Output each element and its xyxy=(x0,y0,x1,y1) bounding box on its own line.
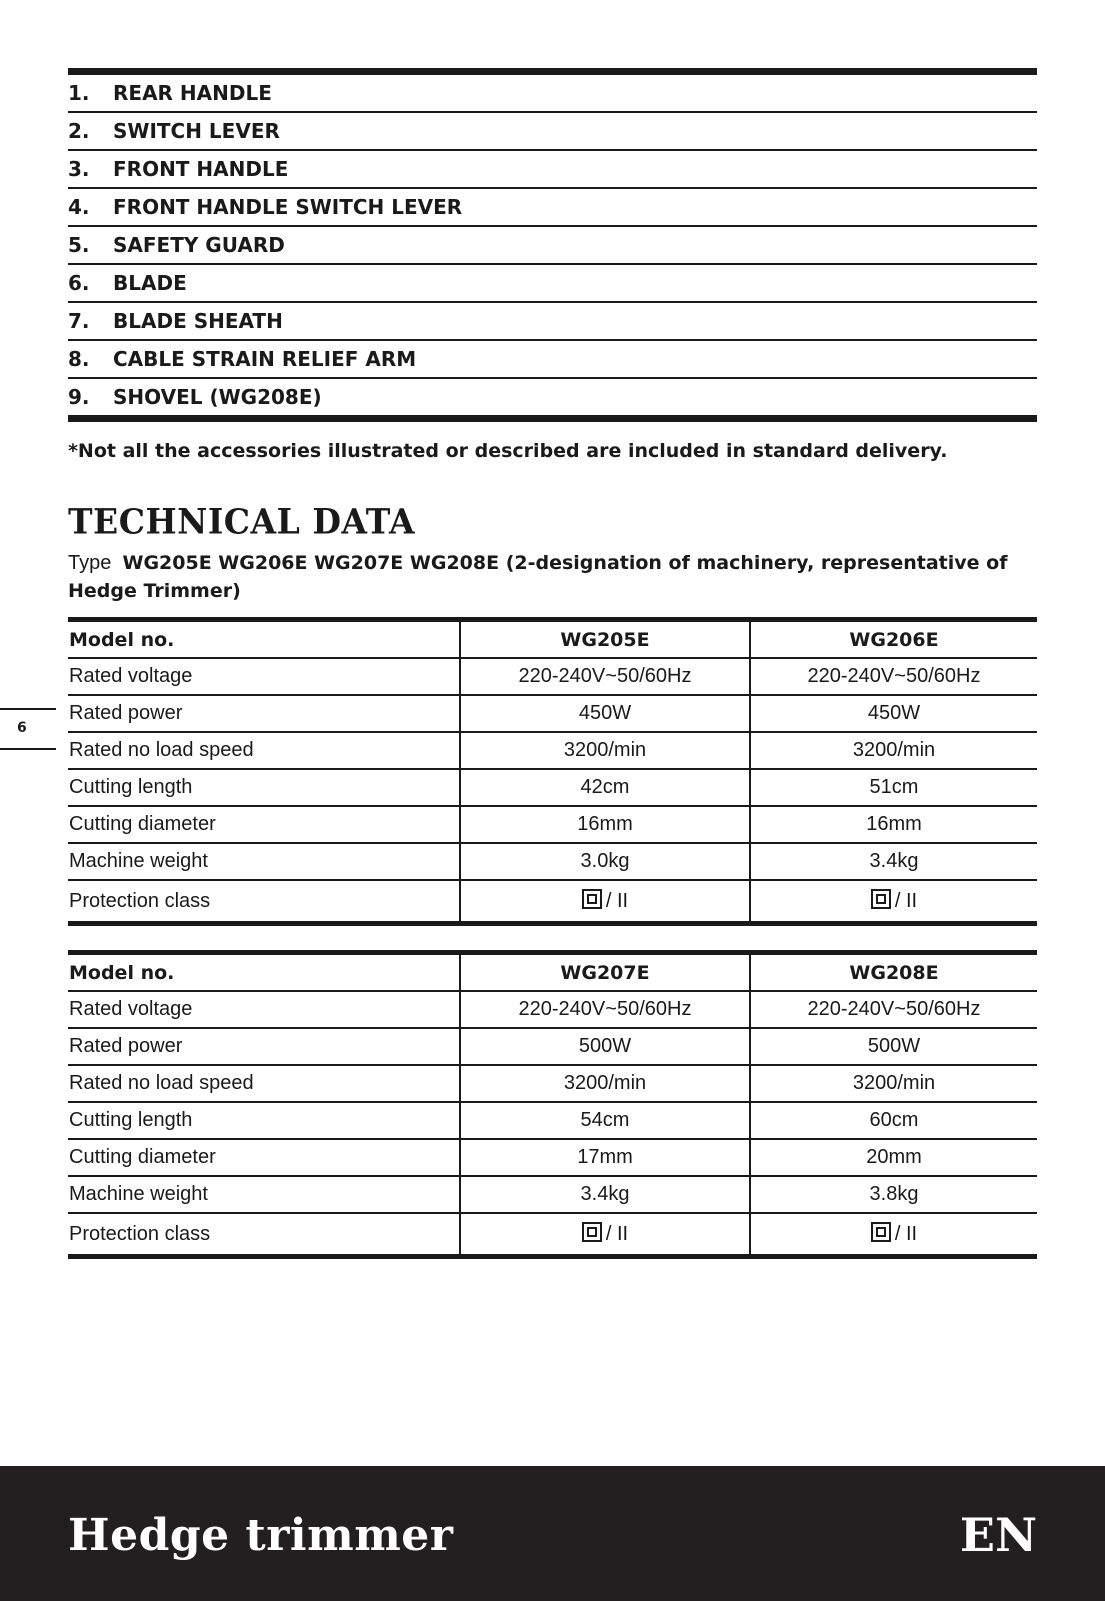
spec-value: 220-240V~50/60Hz xyxy=(750,991,1037,1028)
spec-label: Cutting length xyxy=(68,769,460,806)
table-row xyxy=(68,658,1037,695)
type-line xyxy=(68,549,1037,605)
type-value: WG205E WG206E WG207E WG208E (2-designation of machinery, representative of Hedge Trimmer) xyxy=(68,552,1008,602)
part-number: 6. xyxy=(68,271,90,295)
header-cell: WG205E xyxy=(460,620,750,659)
footer-language: EN xyxy=(959,1508,1037,1562)
part-number: 3. xyxy=(68,157,90,181)
spec-label: Rated no load speed xyxy=(68,732,460,769)
spec-value: 3200/min xyxy=(750,732,1037,769)
spec-label: Rated power xyxy=(68,1028,460,1065)
spec-value: 17mm xyxy=(460,1139,750,1176)
spec-value: 500W xyxy=(460,1028,750,1065)
part-item xyxy=(68,341,1037,379)
spec-value: 220-240V~50/60Hz xyxy=(460,991,750,1028)
header-cell: WG208E xyxy=(750,953,1037,992)
double-insulation-icon xyxy=(582,1222,602,1242)
divider xyxy=(0,748,56,750)
double-insulation-icon xyxy=(871,889,891,909)
table-header-row xyxy=(68,620,1037,659)
spec-label: Cutting length xyxy=(68,1102,460,1139)
double-insulation-icon xyxy=(871,1222,891,1242)
part-label: BLADE xyxy=(113,271,187,295)
spec-label: Cutting diameter xyxy=(68,1139,460,1176)
double-insulation-icon xyxy=(582,889,602,909)
spec-table-2 xyxy=(68,950,1037,1259)
parts-list xyxy=(68,68,1037,422)
table-header-row xyxy=(68,953,1037,992)
spec-value: 16mm xyxy=(460,806,750,843)
part-item xyxy=(68,113,1037,151)
table-row xyxy=(68,1065,1037,1102)
part-label: REAR HANDLE xyxy=(113,81,272,105)
spec-value: 3.8kg xyxy=(750,1176,1037,1213)
part-item xyxy=(68,75,1037,113)
spec-table-1 xyxy=(68,617,1037,926)
spec-label: Rated no load speed xyxy=(68,1065,460,1102)
part-item xyxy=(68,151,1037,189)
part-item xyxy=(68,379,1037,415)
accessories-note: *Not all the accessories illustrated or described are included in standard delivery. xyxy=(68,440,948,462)
spec-label: Machine weight xyxy=(68,1176,460,1213)
spec-value: / II xyxy=(605,1223,629,1245)
part-number: 1. xyxy=(68,81,90,105)
part-label: FRONT HANDLE SWITCH LEVER xyxy=(113,195,463,219)
spec-value: 450W xyxy=(460,695,750,732)
divider xyxy=(0,708,56,710)
page-number: 6 xyxy=(17,720,27,736)
spec-label: Rated voltage xyxy=(68,991,460,1028)
table-row xyxy=(68,732,1037,769)
spec-label: Rated voltage xyxy=(68,658,460,695)
table-row xyxy=(68,806,1037,843)
page-marker xyxy=(0,708,56,750)
spec-value: 3200/min xyxy=(460,732,750,769)
spec-value: 20mm xyxy=(750,1139,1037,1176)
part-number: 4. xyxy=(68,195,90,219)
spec-value: 51cm xyxy=(750,769,1037,806)
spec-value-cell xyxy=(460,1213,750,1257)
spec-label: Protection class xyxy=(69,889,211,912)
part-number: 8. xyxy=(68,347,90,371)
table-row xyxy=(68,1139,1037,1176)
spec-label: Machine weight xyxy=(68,843,460,880)
spec-label: Protection class xyxy=(69,1222,211,1245)
header-cell: Model no. xyxy=(68,620,460,659)
table-row xyxy=(68,695,1037,732)
spec-value: / II xyxy=(605,890,629,912)
table-row xyxy=(68,991,1037,1028)
table-row xyxy=(68,769,1037,806)
footer-band xyxy=(0,1466,1105,1601)
part-label: CABLE STRAIN RELIEF ARM xyxy=(113,347,417,371)
table-row xyxy=(68,880,1037,924)
part-label: SWITCH LEVER xyxy=(113,119,280,143)
spec-value: 16mm xyxy=(750,806,1037,843)
spec-label: Rated power xyxy=(68,695,460,732)
spec-value: 54cm xyxy=(460,1102,750,1139)
part-label: SHOVEL (WG208E) xyxy=(113,385,322,409)
part-label: FRONT HANDLE xyxy=(113,157,289,181)
part-number: 7. xyxy=(68,309,90,333)
table-row xyxy=(68,1028,1037,1065)
spec-value-cell xyxy=(750,1213,1037,1257)
spec-value: / II xyxy=(894,1223,918,1245)
page-content xyxy=(68,68,1037,1259)
technical-data-heading: TECHNICAL DATA xyxy=(68,501,416,542)
part-label: BLADE SHEATH xyxy=(113,309,283,333)
spec-value: 500W xyxy=(750,1028,1037,1065)
header-cell: WG206E xyxy=(750,620,1037,659)
table-row xyxy=(68,843,1037,880)
part-label: SAFETY GUARD xyxy=(113,233,285,257)
table-row xyxy=(68,1213,1037,1257)
spec-value: 60cm xyxy=(750,1102,1037,1139)
spec-value: 3200/min xyxy=(460,1065,750,1102)
spec-value: 3.0kg xyxy=(460,843,750,880)
part-number: 5. xyxy=(68,233,90,257)
part-item xyxy=(68,265,1037,303)
table-row xyxy=(68,1102,1037,1139)
spec-label: Cutting diameter xyxy=(68,806,460,843)
footer-title: Hedge trimmer xyxy=(68,1510,454,1561)
spec-value: 3200/min xyxy=(750,1065,1037,1102)
spec-value: 220-240V~50/60Hz xyxy=(460,658,750,695)
header-cell: WG207E xyxy=(460,953,750,992)
spec-value: / II xyxy=(894,890,918,912)
spec-value: 3.4kg xyxy=(460,1176,750,1213)
part-number: 2. xyxy=(68,119,90,143)
part-item xyxy=(68,303,1037,341)
spec-value: 220-240V~50/60Hz xyxy=(750,658,1037,695)
part-number: 9. xyxy=(68,385,90,409)
spec-value: 42cm xyxy=(460,769,750,806)
spec-value-cell xyxy=(750,880,1037,924)
header-cell: Model no. xyxy=(68,953,460,992)
part-item xyxy=(68,189,1037,227)
spec-value: 450W xyxy=(750,695,1037,732)
type-label: Type xyxy=(68,552,112,574)
spec-value: 3.4kg xyxy=(750,843,1037,880)
table-row xyxy=(68,1176,1037,1213)
spec-value-cell xyxy=(460,880,750,924)
part-item xyxy=(68,227,1037,265)
